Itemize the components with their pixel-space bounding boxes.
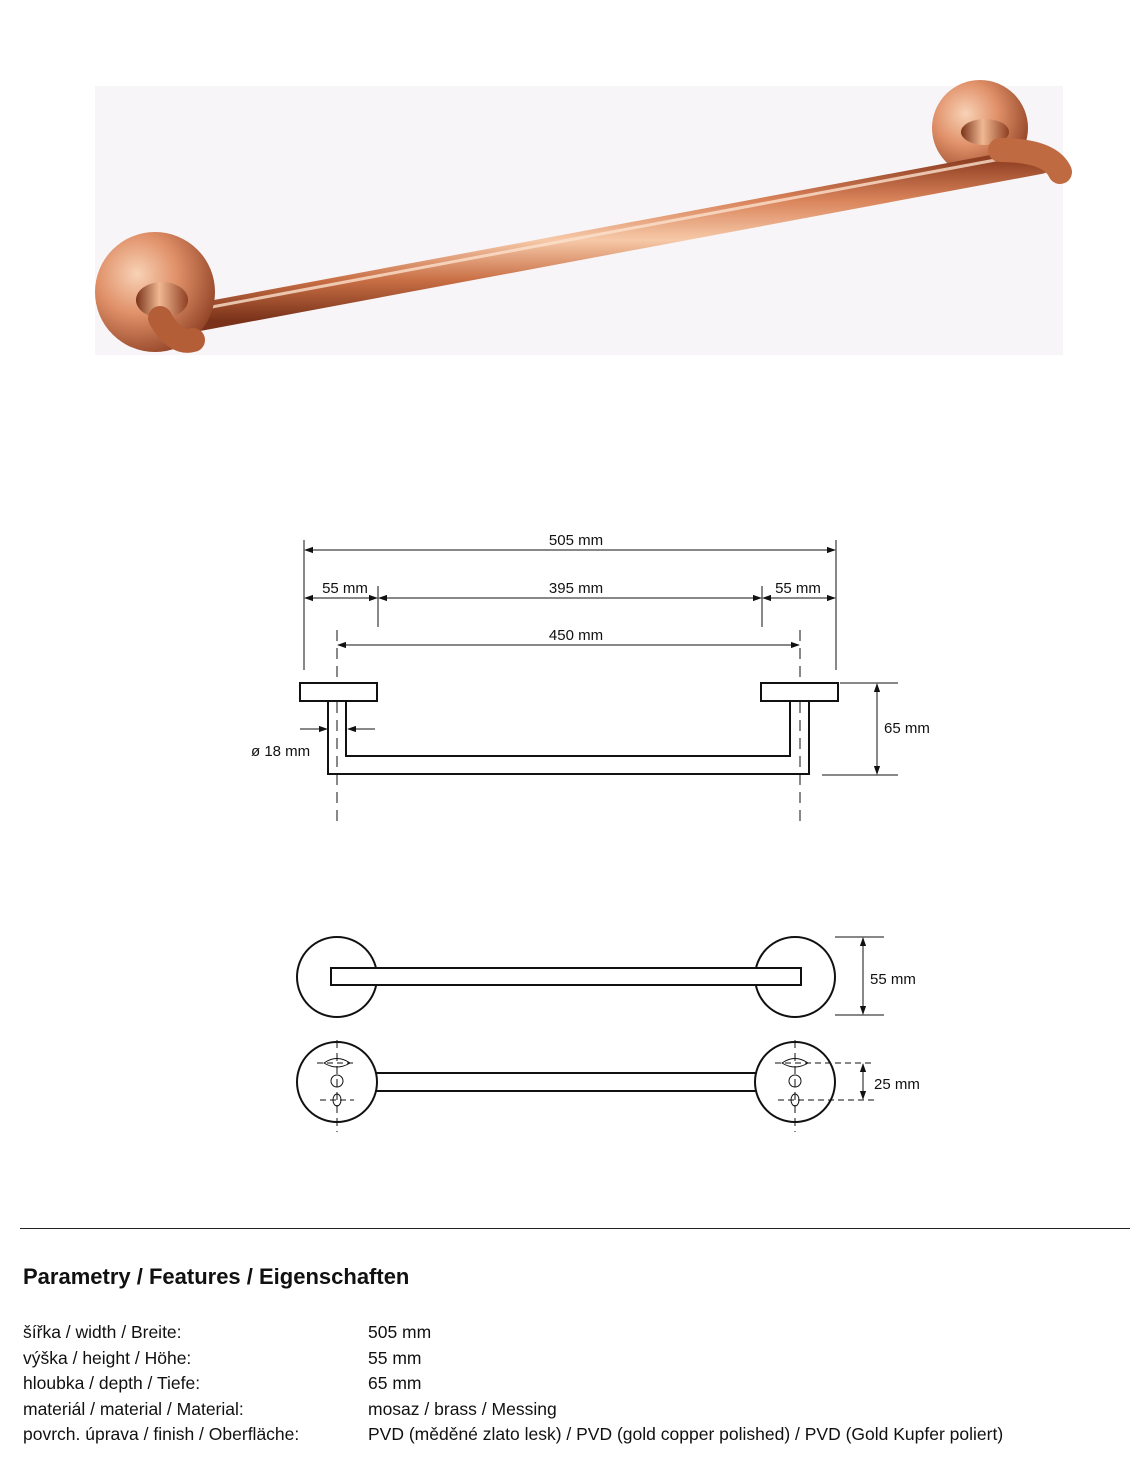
left-rosette-side [300,683,377,701]
spec-value: mosaz / brass / Messing [368,1398,557,1419]
spec-row-depth [23,1371,1123,1397]
specs-title: Parametry / Features / Eigenschaften [23,1264,410,1289]
dim-overall-width: 505 mm [548,532,604,549]
section-divider [20,1228,1130,1229]
spec-label: šířka / width / Breite: [23,1322,182,1342]
dim-hole-spacing: 25 mm [874,1076,920,1093]
spec-row-finish [23,1422,1123,1448]
spec-value: 55 mm [368,1347,422,1368]
bar-top [331,968,801,985]
dim-height: 55 mm [870,971,916,988]
dim-depth: 65 mm [884,720,930,737]
spec-label: povrch. úprava / finish / Oberfläche: [23,1424,300,1444]
spec-label: materiál / material / Material: [23,1398,244,1419]
product-photo [95,80,1063,355]
left-rosette-photo [95,232,215,352]
specs-table [23,1320,1123,1448]
dim-bar-inner: 395 mm [548,580,604,597]
dim-bar-diameter: ø 18 mm [251,743,311,760]
spec-row-width [23,1320,1123,1346]
spec-label: výška / height / Höhe: [23,1347,192,1368]
dim-center-distance: 450 mm [548,627,604,644]
top-view-drawing [297,937,884,1017]
spec-row-height [23,1346,1123,1372]
spec-value: 505 mm [368,1322,432,1342]
bar-side [328,701,809,774]
spec-label: hloubka / depth / Tiefe: [23,1373,201,1393]
dim-rosette-left: 55 mm [322,580,368,597]
spec-value: PVD (měděné zlato lesk) / PVD (gold copper polished) / PVD (Gold Kupfer poliert) [368,1424,1004,1444]
dim-rosette-right: 55 mm [775,580,821,597]
mounting-view-drawing [297,1040,874,1132]
spec-row-material [23,1397,1123,1423]
right-rosette-side [761,683,838,701]
spec-value: 65 mm [368,1373,422,1393]
